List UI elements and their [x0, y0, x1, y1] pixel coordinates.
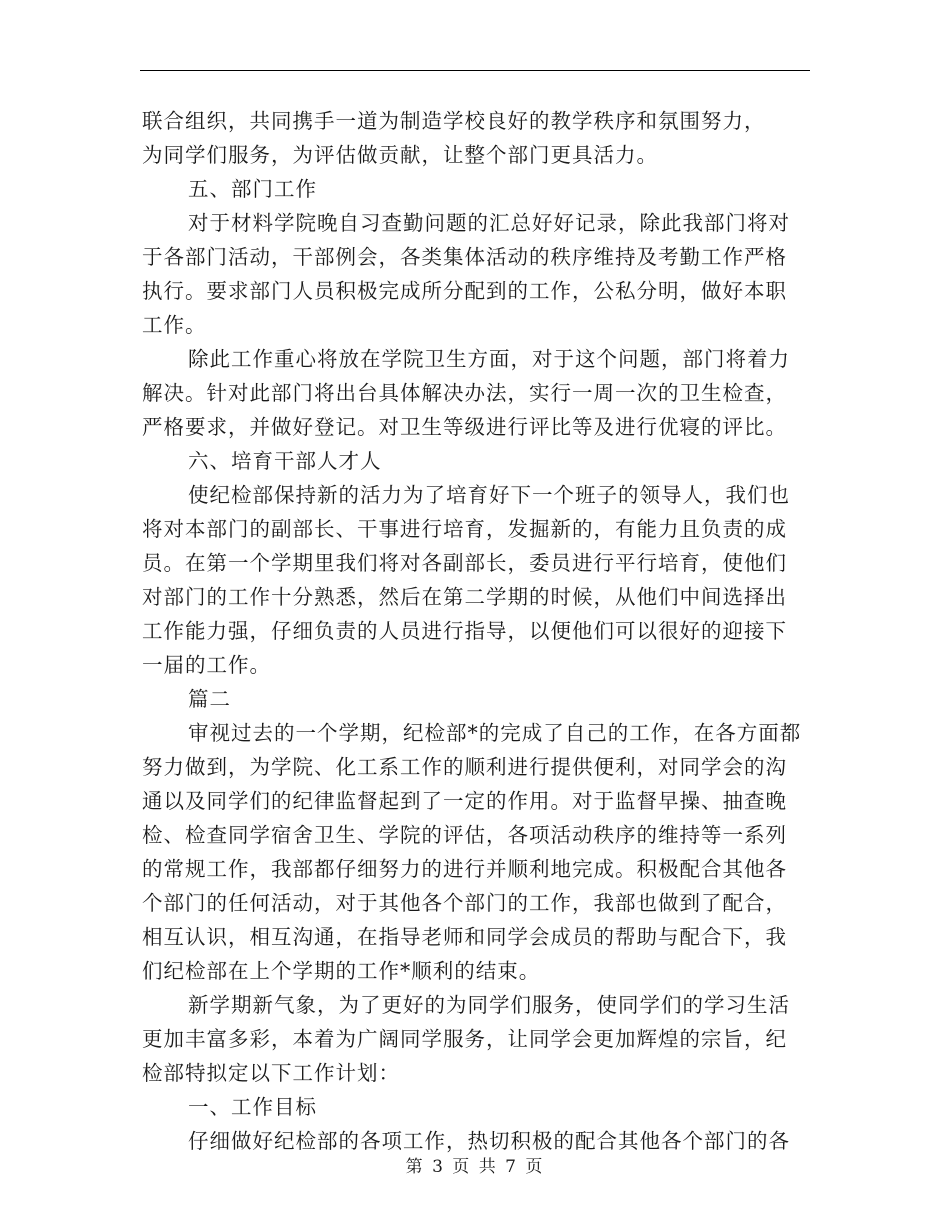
text-line: 个部门的任何活动，对于其他各个部门的工作，我部也做到了配合， — [142, 891, 787, 915]
text-line: 将对本部门的副部长、干事进行培育，发掘新的，有能力且负责的成 — [142, 517, 787, 541]
text-line: 解决。针对此部门将出台具体解决办法，实行一周一次的卫生检查， — [142, 381, 787, 405]
text-line: 们纪检部在上个学期的工作*顺利的结束。 — [142, 959, 541, 983]
text-line: 工作。 — [142, 313, 207, 337]
text-line: 使纪检部保持新的活力为了培育好下一个班子的领导人，我们也 — [188, 483, 790, 507]
text-line: 新学期新气象，为了更好的为同学们服务，使同学们的学习生活 — [188, 993, 790, 1017]
text-line: 篇二 — [188, 687, 231, 711]
text-line: 为同学们服务，为评估做贡献，让整个部门更具活力。 — [142, 143, 658, 167]
text-line: 对于材料学院晚自习查勤问题的汇总好好记录，除此我部门将对 — [188, 211, 790, 235]
text-line: 的常规工作，我部都仔细努力的进行并顺利地完成。积极配合其他各 — [142, 857, 787, 881]
text-line: 六、培育干部人才人 — [188, 449, 382, 473]
text-line: 审视过去的一个学期，纪检部*的完成了自己的工作，在各方面都 — [188, 721, 802, 745]
text-line: 严格要求，并做好登记。对卫生等级进行评比等及进行优寝的评比。 — [142, 415, 787, 439]
text-line: 努力做到，为学院、化工系工作的顺利进行提供便利，对同学会的沟 — [142, 755, 787, 779]
text-line: 一届的工作。 — [142, 653, 271, 677]
text-line: 一、工作目标 — [188, 1095, 317, 1119]
text-line: 除此工作重心将放在学院卫生方面，对于这个问题，部门将着力 — [188, 347, 790, 371]
text-line: 执行。要求部门人员积极完成所分配到的工作，公私分明，做好本职 — [142, 279, 787, 303]
text-line: 更加丰富多彩，本着为广阔同学服务，让同学会更加辉煌的宗旨，纪 — [142, 1027, 787, 1051]
header-rule — [140, 70, 810, 71]
text-line: 检、检查同学宿舍卫生、学院的评估，各项活动秩序的维持等一系列 — [142, 823, 787, 847]
text-line: 于各部门活动，干部例会，各类集体活动的秩序维持及考勤工作严格 — [142, 245, 787, 269]
text-line: 工作能力强，仔细负责的人员进行指导，以便他们可以很好的迎接下 — [142, 619, 787, 643]
text-line: 联合组织，共同携手一道为制造学校良好的教学秩序和氛围努力， — [142, 109, 766, 133]
text-line: 仔细做好纪检部的各项工作，热切积极的配合其他各个部门的各 — [188, 1129, 790, 1153]
text-line: 五、部门工作 — [188, 177, 317, 201]
text-line: 通以及同学们的纪律监督起到了一定的作用。对于监督早操、抽查晚 — [142, 789, 787, 813]
page-number-footer: 第 3 页 共 7 页 — [405, 1157, 545, 1177]
text-line: 员。在第一个学期里我们将对各副部长，委员进行平行培育，使他们 — [142, 551, 787, 575]
text-line: 对部门的工作十分熟悉，然后在第二学期的时候，从他们中间选择出 — [142, 585, 787, 609]
text-line: 检部特拟定以下工作计划： — [142, 1061, 400, 1085]
text-line: 相互认识，相互沟通，在指导老师和同学会成员的帮助与配合下，我 — [142, 925, 787, 949]
document-body — [142, 104, 808, 1158]
